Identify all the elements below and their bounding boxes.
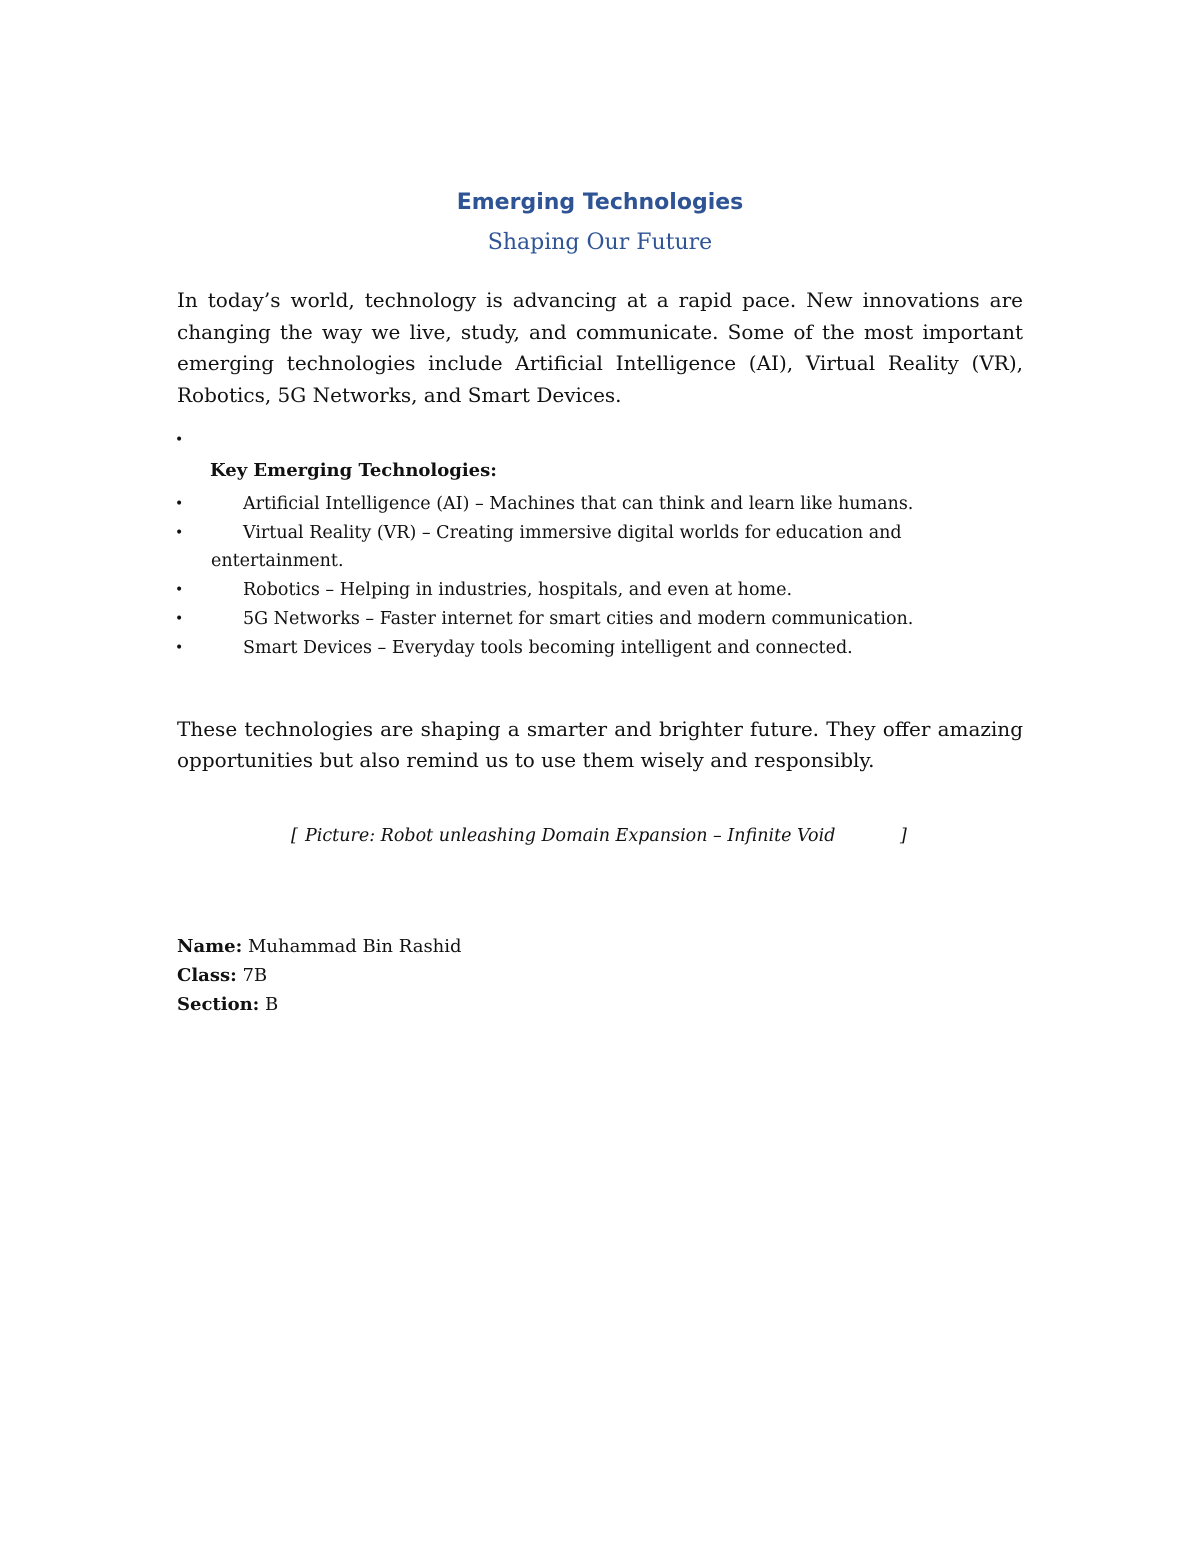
document-title: Emerging Technologies bbox=[456, 190, 744, 215]
picture-open-bracket: [ bbox=[291, 826, 298, 846]
student-info bbox=[177, 932, 462, 1019]
list-item-text: Artificial Intelligence (AI) – Machines that can think and learn like humans. bbox=[243, 494, 914, 514]
list-heading: Key Emerging Technologies: bbox=[210, 460, 497, 481]
closing-paragraph: These technologies are shaping a smarter and brighter future. They offer amazing opportunities but also remind us to use them wisely and responsibly. bbox=[177, 717, 1023, 772]
list-item-continuation: entertainment. bbox=[211, 551, 344, 571]
section-value: B bbox=[259, 994, 279, 1015]
list-item bbox=[175, 634, 935, 662]
list-item-text: Robotics – Helping in industries, hospitals, and even at home. bbox=[243, 580, 793, 600]
name-label: Name: bbox=[177, 936, 243, 957]
class-label: Class: bbox=[177, 965, 237, 986]
student-class-row bbox=[177, 961, 462, 990]
student-name-row bbox=[177, 932, 462, 961]
picture-close-bracket: ] bbox=[900, 826, 907, 846]
section-label: Section: bbox=[177, 994, 260, 1015]
list-item-text: Smart Devices – Everyday tools becoming intelligent and connected. bbox=[243, 638, 853, 658]
name-value: Muhammad Bin Rashid bbox=[242, 936, 462, 957]
list-item-text: 5G Networks – Faster internet for smart cities and modern communication. bbox=[243, 609, 914, 629]
list-item bbox=[175, 490, 935, 518]
technology-list bbox=[175, 490, 935, 663]
bullet-icon: • bbox=[175, 611, 184, 627]
list-item bbox=[175, 576, 935, 604]
bullet-icon: • bbox=[175, 496, 184, 512]
bullet-icon: • bbox=[175, 525, 184, 541]
bullet-icon: • bbox=[175, 582, 184, 598]
bullet-icon: • bbox=[175, 640, 184, 656]
list-item bbox=[175, 605, 935, 633]
list-item bbox=[175, 519, 935, 575]
empty-bullet: • bbox=[175, 432, 184, 448]
picture-caption: Picture: Robot unleashing Domain Expansion – Infinite Void bbox=[305, 826, 836, 846]
class-value: 7B bbox=[236, 965, 268, 986]
document-subtitle: Shaping Our Future bbox=[487, 230, 713, 255]
list-item-text: Virtual Reality (VR) – Creating immersive digital worlds for education and bbox=[243, 523, 902, 543]
intro-paragraph: In today’s world, technology is advancing at a rapid pace. New innovations are changing the way we live, study, and communicate. Some of the most important emerging technologies include Artificial Intelligence (AI), Virtual Reality (VR), Robotics, 5G Networks, and Smart Devices. bbox=[177, 288, 1023, 407]
student-section-row bbox=[177, 990, 462, 1019]
